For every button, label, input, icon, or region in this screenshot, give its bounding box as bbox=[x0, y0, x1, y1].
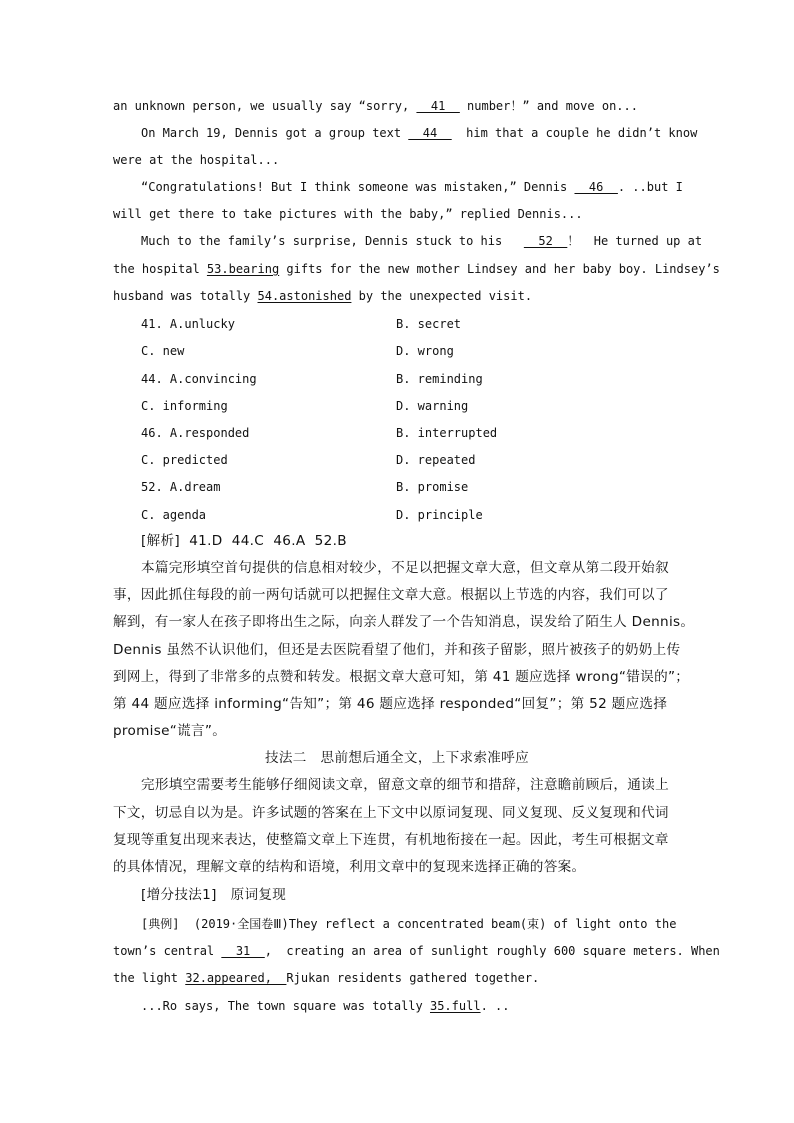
answer-key: [解析] 41.D 44.C 46.A 52.B bbox=[141, 533, 347, 549]
text: ！ He turned up at bbox=[567, 234, 703, 248]
option-41-a: 41. A.unlucky bbox=[141, 317, 235, 331]
option-41-d: D. wrong bbox=[396, 344, 454, 358]
blank-46: __46__ bbox=[574, 180, 618, 194]
analysis-line-1: 本篇完形填空首句提供的信息相对较少，不足以把握文章大意，但文章从第二段开始叙 bbox=[141, 560, 669, 576]
section-body-line-2: 下文，切忌自以为是。许多试题的答案在上下文中以原词复现、同义复现、反义复现和代词 bbox=[113, 805, 669, 821]
passage-line-7 bbox=[113, 261, 720, 277]
text: , creating an area of sunlight roughly 600 square meters. When bbox=[264, 944, 720, 958]
text: Rjukan residents gathered together. bbox=[286, 971, 540, 985]
passage-line-5: will get there to take pictures with the baby,” replied Dennis... bbox=[113, 207, 583, 221]
passage-line-3: were at the hospital... bbox=[113, 153, 280, 167]
blank-52: __52__ bbox=[523, 234, 568, 248]
option-41-b: B. secret bbox=[396, 317, 462, 331]
analysis-line-2: 事，因此抓住每段的前一两句话就可以把握住文章大意。根据以上节选的内容，我们可以了 bbox=[113, 587, 669, 603]
blank-41: __41__ bbox=[416, 99, 460, 113]
option-44-d: D. warning bbox=[396, 399, 469, 413]
text: On March 19, Dennis got a group text bbox=[141, 126, 409, 140]
section-body-line-4: 的具体情况，理解文章的结构和语境，利用文章中的复现来选择正确的答案。 bbox=[113, 859, 586, 875]
text: town’s central bbox=[113, 944, 222, 958]
example-line-3 bbox=[113, 970, 539, 986]
text: by the unexpected visit. bbox=[351, 289, 533, 303]
option-44-b: B. reminding bbox=[396, 372, 483, 386]
text: him that a couple he didn’t know bbox=[451, 126, 698, 140]
text: . .. bbox=[480, 999, 510, 1013]
text: number！” and move on... bbox=[459, 99, 638, 113]
blank-31: __31__ bbox=[221, 944, 265, 958]
analysis-line-3: 解到，有一家人在孩子即将出生之际，向亲人群发了一个告知消息，误发给了陌生人 Dennis。 bbox=[113, 614, 695, 630]
passage-line-1 bbox=[113, 98, 638, 114]
answer-35: 35.full bbox=[429, 999, 481, 1013]
example-line-4 bbox=[141, 998, 509, 1014]
passage-line-4 bbox=[141, 179, 683, 195]
text: Much to the family’s surprise, Dennis stuck to his bbox=[141, 234, 524, 248]
option-46-d: D. repeated bbox=[396, 453, 476, 467]
passage-line-6 bbox=[141, 233, 702, 249]
example-line-2 bbox=[113, 943, 720, 959]
option-52-d: D. principle bbox=[396, 508, 483, 522]
option-52-b: B. promise bbox=[396, 480, 469, 494]
section-body-line-3: 复现等重复出现来表达，使整篇文章上下连贯，有机地衔接在一起。因此，考生可根据文章 bbox=[113, 832, 669, 848]
example-line-1: [典例] (2019·全国卷Ⅲ)They reflect a concentrated beam(束) of light onto the bbox=[141, 917, 677, 931]
answer-32: 32.appeared,__ bbox=[185, 971, 287, 985]
blank-44: __44__ bbox=[408, 126, 452, 140]
text: the light bbox=[113, 971, 186, 985]
answer-54: 54.astonished bbox=[257, 289, 352, 303]
option-46-b: B. interrupted bbox=[396, 426, 498, 440]
text: gifts for the new mother Lindsey and her baby boy. Lindsey’s bbox=[279, 262, 720, 276]
analysis-line-7: promise“谎言”。 bbox=[113, 723, 227, 739]
option-41-c: C. new bbox=[141, 344, 185, 358]
option-44-a: 44. A.convincing bbox=[141, 372, 257, 386]
option-52-c: C. agenda bbox=[141, 508, 207, 522]
section-heading: 技法二 思前想后通全文，上下求索准呼应 bbox=[265, 750, 529, 766]
option-46-c: C. predicted bbox=[141, 453, 228, 467]
text: ...Ro says, The town square was totally bbox=[141, 999, 430, 1013]
answer-53: 53.bearing bbox=[206, 262, 280, 276]
analysis-line-6: 第 44 题应选择 informing“告知”；第 46 题应选择 responded“回复”；第 52 题应选择 bbox=[113, 696, 668, 712]
text: the hospital bbox=[113, 262, 207, 276]
passage-line-8 bbox=[113, 288, 532, 304]
option-52-a: 52. A.dream bbox=[141, 480, 221, 494]
text: “Congratulations! But I think someone was mistaken,” Dennis bbox=[141, 180, 575, 194]
tip-label: [增分技法1] 原词复现 bbox=[141, 887, 287, 903]
analysis-line-4: Dennis 虽然不认识他们，但还是去医院看望了他们，并和孩子留影，照片被孩子的奶奶上传 bbox=[113, 642, 681, 658]
analysis-line-5: 到网上，得到了非常多的点赞和转发。根据文章大意可知，第 41 题应选择 wrong“错误的”； bbox=[113, 669, 690, 685]
option-46-a: 46. A.responded bbox=[141, 426, 250, 440]
text: an unknown person, we usually say “sorry, bbox=[113, 99, 417, 113]
passage-line-2 bbox=[141, 125, 697, 141]
option-44-c: C. informing bbox=[141, 399, 228, 413]
text: . ..but I bbox=[617, 180, 683, 194]
section-body-line-1: 完形填空需要考生能够仔细阅读文章，留意文章的细节和措辞，注意瞻前顾后，通读上 bbox=[141, 777, 669, 793]
text: husband was totally bbox=[113, 289, 258, 303]
